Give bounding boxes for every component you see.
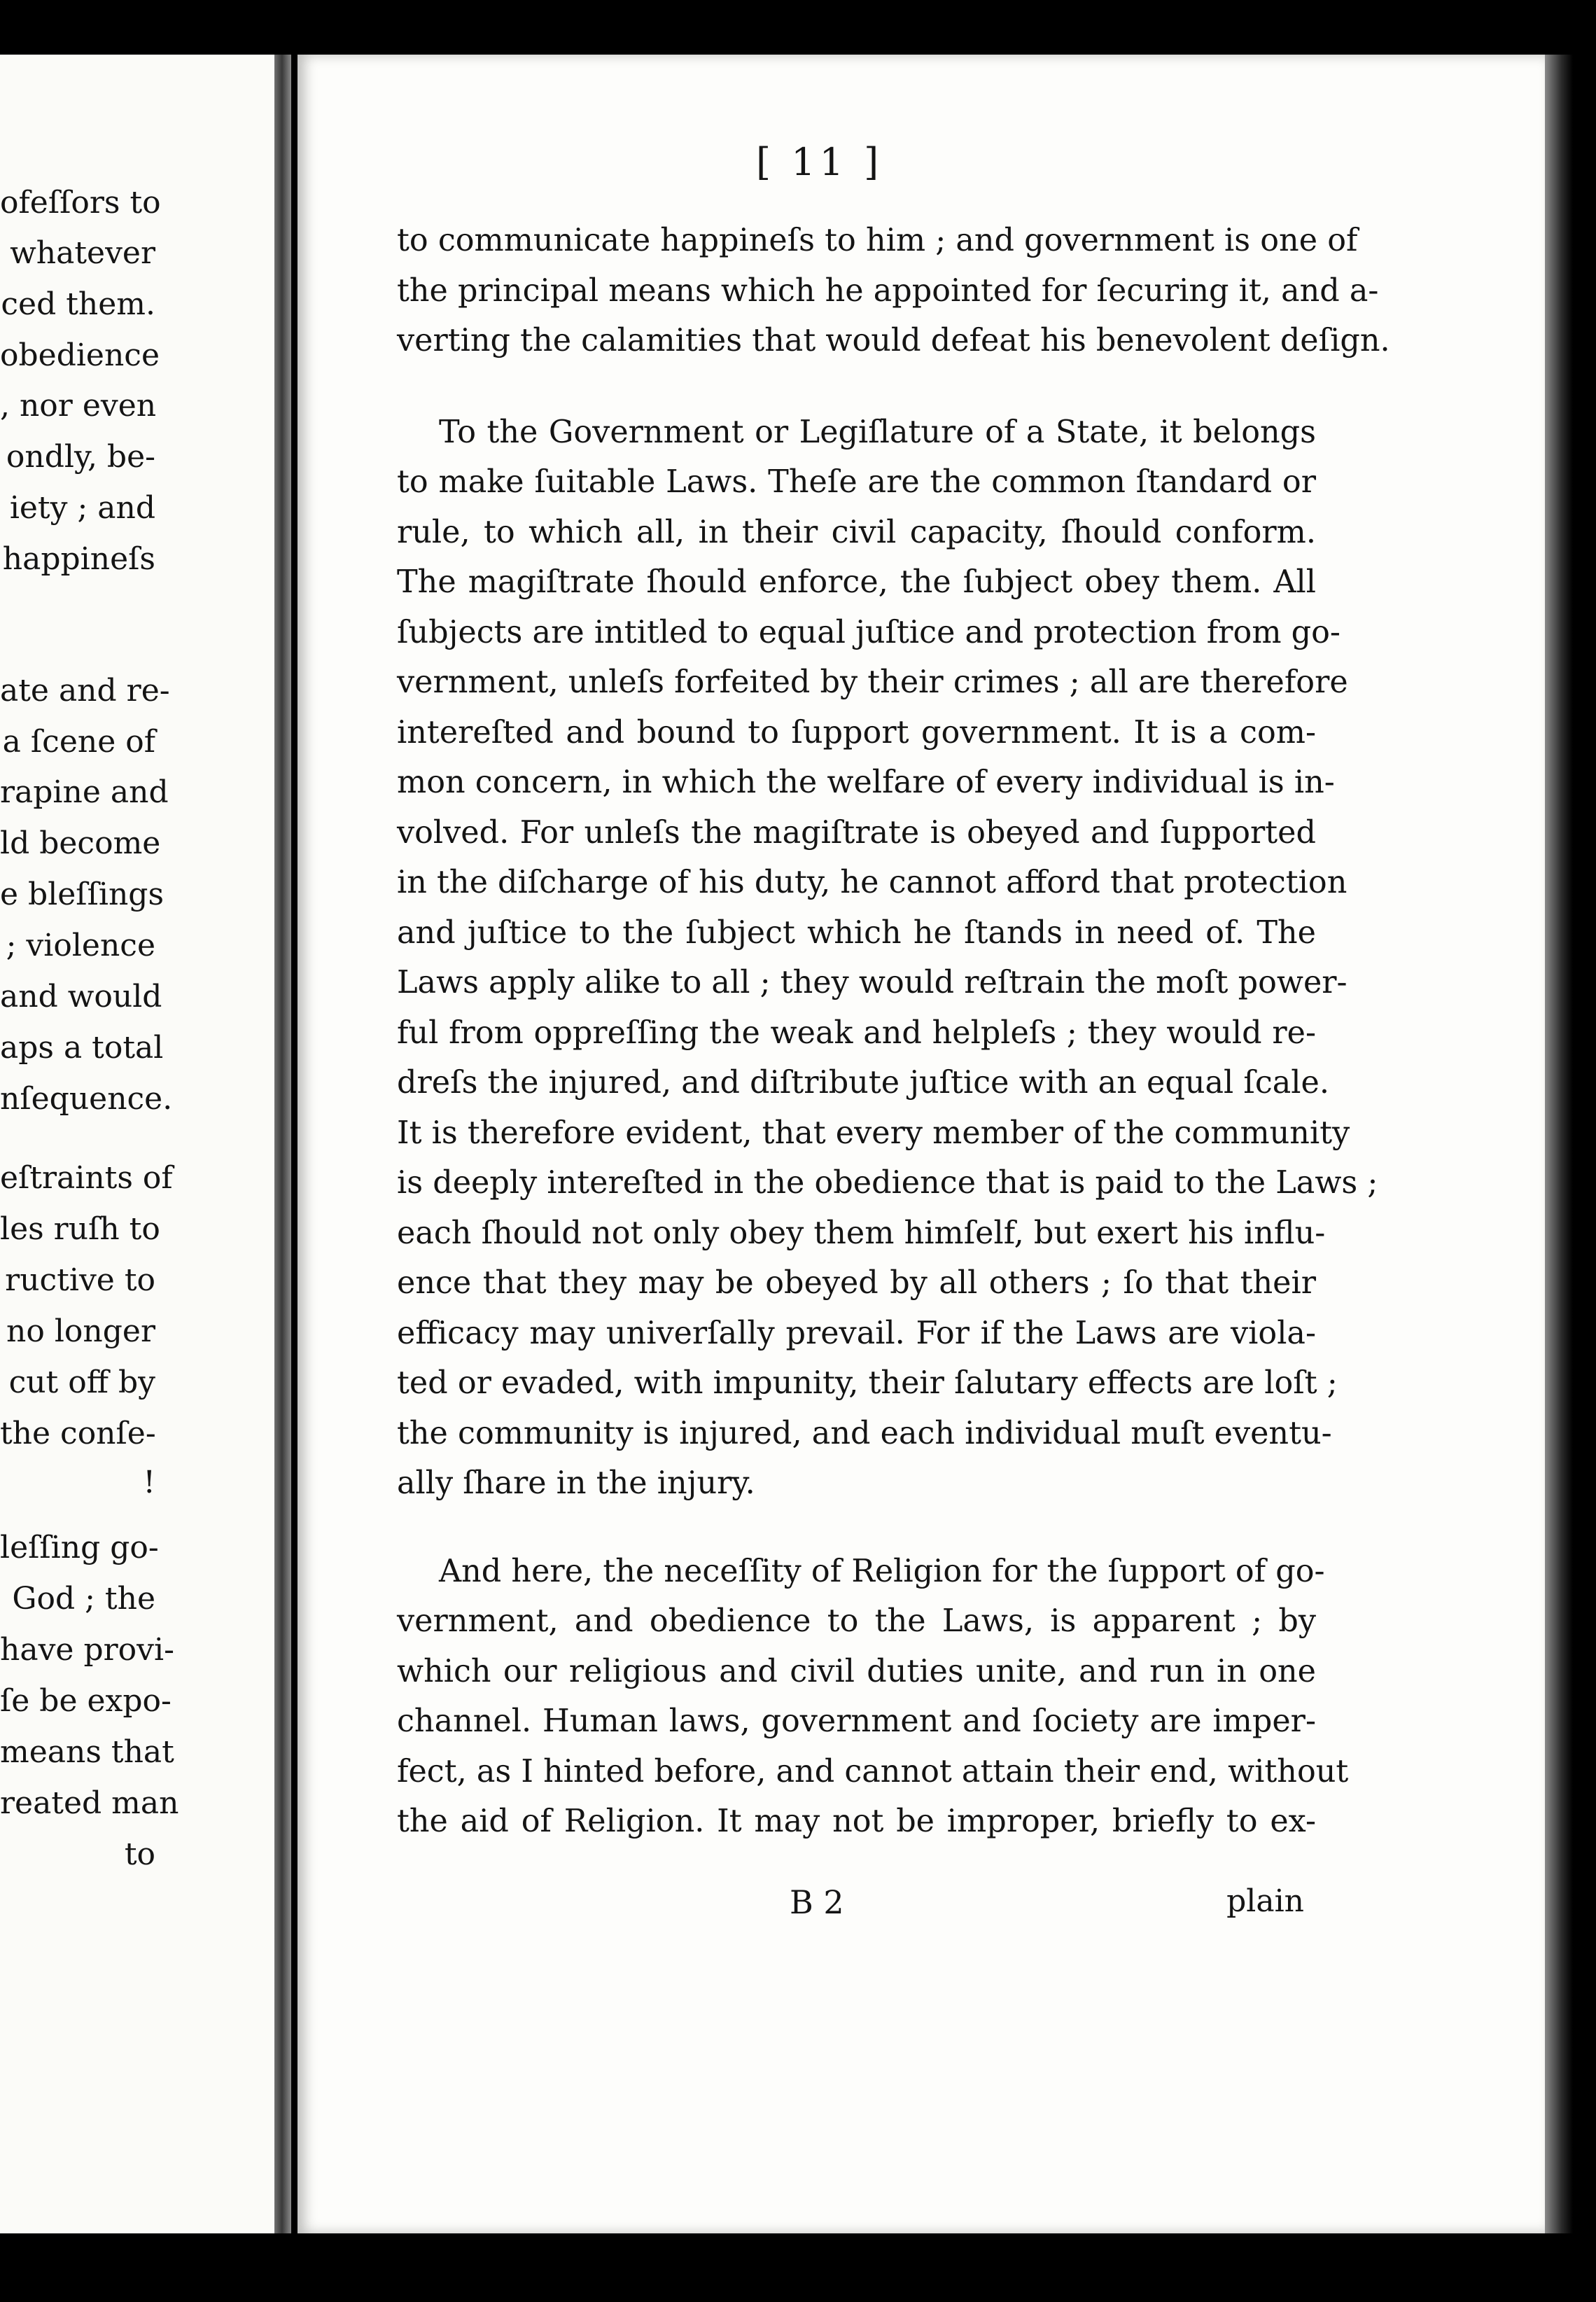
page-gutter [274,55,291,2233]
previous-page-line: to [124,1836,155,1872]
previous-page-line: whatever [10,235,155,271]
previous-page-line: les ruſh to [0,1211,160,1247]
text-line: to make ſuitable Laws. Theſe are the common ſtandard or [397,464,1316,500]
previous-page-line: God ; the [12,1581,155,1617]
text-line: and juſtice to the ſubject which he ſtands in need of. The [397,914,1316,951]
previous-page-line: ld become [0,825,161,861]
previous-page-line: ate and re- [0,673,170,709]
text-line: volved. For unleſs the magiſtrate is obeyed and ſupported [397,814,1316,851]
previous-page-line: ced them. [1,286,155,322]
catchword: plain [1226,1883,1304,1919]
text-line: It is therefore evident, that every member of the community [397,1115,1350,1151]
previous-page-line: ſe be expo- [0,1683,172,1719]
page-number-header: [ 11 ] [756,140,883,184]
previous-page-line: ofeſſors to [0,185,161,221]
text-line: rule, to which all, in their civil capacity, ſhould conform. [397,514,1316,550]
previous-page-line: eſtraints of [0,1160,173,1196]
text-line: the aid of Religion. It may not be improper, briefly to ex- [397,1804,1316,1839]
text-line: in the diſcharge of his duty, he cannot afford that protection [397,865,1348,900]
text-line: to communicate happineſs to him ; and government is one of [397,223,1358,258]
previous-page-line: the conſe- [0,1416,156,1451]
text-line: which our religious and civil duties unite, and run in one [397,1653,1316,1689]
previous-page-line: cut off by [8,1365,155,1400]
text-line: the principal means which he appointed for ſecuring it, and a- [397,272,1379,309]
text-line: dreſs the injured, and diſtribute juſtice with an equal ſcale. [397,1065,1330,1101]
previous-page-line: a ſcene of [2,724,155,760]
previous-page-line: have provi- [0,1632,174,1668]
text-line: mon concern, in which the welfare of every individual is in- [397,765,1335,800]
previous-page-line: ; violence [6,928,155,963]
previous-page-line: rapine and [0,774,169,810]
text-line: ſubjects are intitled to equal juſtice and protection from go- [397,614,1340,650]
text-line: the community is injured, and each individual muſt eventu- [397,1415,1332,1451]
paragraph-1 [397,216,1390,366]
previous-page-line: iety ; and [9,490,155,526]
text-line: ful from oppreſſing the weak and helpleſs ; they would re- [397,1014,1316,1051]
text-line: To the Government or Legiſlature of a State, it belongs [439,414,1316,450]
text-line: vernment, unleſs forfeited by their crimes ; all are therefore [397,664,1348,700]
previous-page-fragment [0,55,274,2233]
text-line: The magiſtrate ſhould enforce, the ſubject obey them. All [397,564,1316,600]
previous-page-line: aps a total [0,1030,164,1066]
body-text [397,216,1390,1847]
page-edge [1545,55,1573,2233]
text-line: channel. Human laws, government and ſociety are imper- [397,1703,1316,1739]
paragraph-2 [397,407,1378,1509]
paragraph-3 [397,1547,1349,1847]
previous-page-line: nſequence. [0,1081,173,1117]
previous-page-line: ructive to [5,1262,155,1298]
text-line: vernment, and obedience to the Laws, is apparent ; by [397,1603,1316,1639]
text-line: ted or evaded, with impunity, their ſalutary effects are loſt ; [397,1365,1338,1401]
signature-mark: B 2 [790,1883,844,1921]
previous-page-line: obedience [0,337,160,373]
previous-page-line: ! [143,1465,155,1500]
text-line: intereſted and bound to ſupport government. It is a com- [397,714,1316,751]
text-line: efficacy may univerſally prevail. For if the Laws are viola- [397,1315,1316,1351]
text-line: ally ſhare in the injury. [397,1465,755,1501]
previous-page-line: happineſs [2,541,155,577]
text-line: ence that they may be obeyed by all others ; ſo that their [397,1265,1316,1301]
previous-page-line: , nor even [0,388,157,424]
text-line: And here, the neceſſity of Religion for the ſupport of go- [439,1553,1325,1589]
text-line: is deeply intereſted in the obedience that is paid to the Laws ; [397,1165,1378,1201]
text-line: Laws apply alike to all ; they would reſtrain the moſt power- [397,965,1348,1000]
previous-page-line: no longer [6,1313,155,1349]
previous-page-line: ondly, be- [6,439,155,475]
previous-page-line: means that [0,1734,174,1770]
previous-page-line: leſſing go- [0,1530,159,1565]
text-line: each ſhould not only obey them himſelf, but exert his influ- [397,1215,1326,1251]
text-line: fect, as I hinted before, and cannot attain their end, without [397,1753,1349,1790]
previous-page-line: and would [0,979,162,1014]
previous-page-line: reated man [0,1785,179,1821]
text-line: verting the calamities that would defeat his benevolent deſign. [397,323,1390,358]
previous-page-line: e bleſſings [0,877,164,912]
